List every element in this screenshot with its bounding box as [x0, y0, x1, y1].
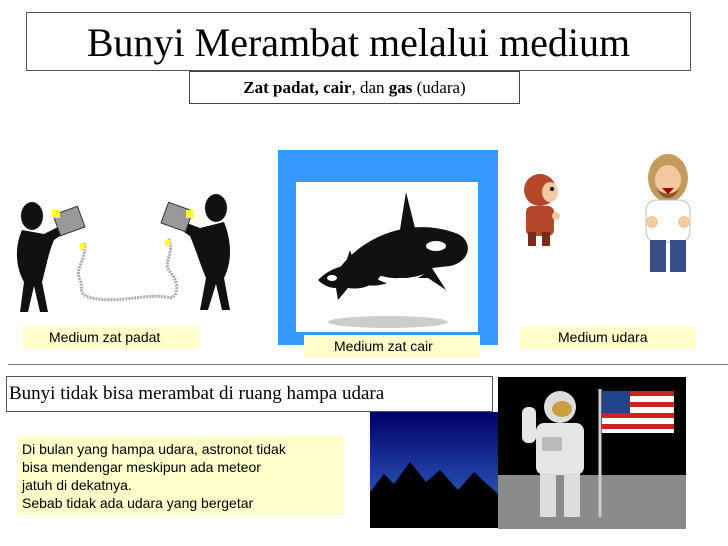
night-mountains-illustration — [370, 412, 498, 528]
cartoon-man-illustration — [628, 152, 708, 277]
cartoon-man-icon — [646, 154, 690, 272]
subtitle-air: (udara) — [412, 78, 466, 97]
subtitle-and: , dan — [351, 78, 389, 97]
section-divider — [8, 364, 728, 365]
astronaut-photo — [498, 377, 686, 529]
label-medium-air: Medium udara — [520, 326, 696, 349]
label-medium-liquid: Medium zat cair — [304, 335, 480, 358]
description-line-1: Di bulan yang hampa udara, astronot tidak — [22, 441, 286, 457]
vacuum-section-title: Bunyi tidak bisa merambat di ruang hampa udara — [6, 376, 493, 412]
description-line-2: bisa mendengar meskipun ada meteor — [22, 459, 261, 475]
cartoon-boy-icon — [524, 174, 560, 246]
tin-can-telephone-illustration — [10, 188, 250, 318]
slide-title-text: Bunyi Merambat melalui medium — [86, 20, 631, 65]
label-medium-solid: Medium zat padat — [23, 326, 199, 349]
subtitle-solid-liquid: Zat padat, cair — [243, 78, 352, 97]
orca-illustration — [278, 150, 498, 345]
cartoon-boy-illustration — [512, 170, 567, 250]
vacuum-description — [17, 436, 344, 515]
slide-title — [26, 12, 691, 71]
slide-subtitle — [189, 71, 520, 104]
subtitle-gas: gas — [388, 78, 413, 97]
description-line-4: Sebab tidak ada udara yang bergetar — [22, 495, 254, 511]
description-line-3: jatuh di dekatnya. — [22, 477, 132, 493]
